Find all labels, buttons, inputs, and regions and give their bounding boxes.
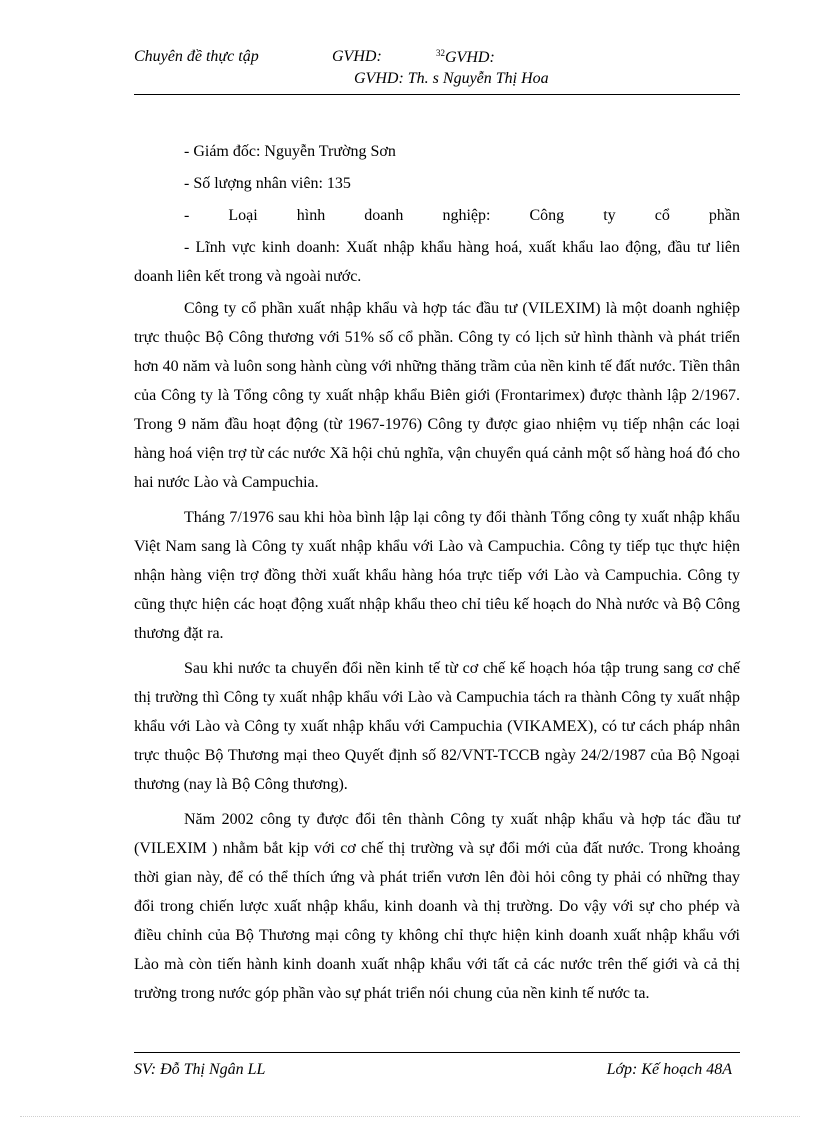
header-gvhd-label-2 [436, 48, 495, 67]
business-type-line: - Loại hình doanh nghiệp: Công ty cổ phần [184, 207, 740, 224]
header-subject: Chuyên đề thực tập [134, 48, 259, 65]
page-footer [134, 1052, 740, 1078]
document-body [134, 137, 740, 1014]
director-line: - Giám đốc: Nguyễn Trường Sơn [184, 143, 396, 160]
footer-class: Lớp: Kế hoạch 48A [606, 1061, 732, 1078]
footer-student: SV: Đỗ Thị Ngân LL [134, 1061, 266, 1078]
paragraph-3: Sau khi nước ta chuyển đổi nền kinh tế từ cơ chế kế hoạch hóa tập trung sang cơ chế thị trường thì Công ty xuất nhập khẩu với Lào và Campuchia tách ra thành Công ty xuất nhập khẩu với Lào và Công ty xuất nhập khẩu với Campuchia (VIKAMEX), có tư cách pháp nhân trực thuộc Bộ Thương mại theo Quyết định số 82/VNT-TCCB ngày 24/2/1987 của Bộ Ngoại thương (nay là Bộ Công thương). [134, 660, 740, 793]
page-number: 32 [436, 48, 445, 58]
header-supervisor: GVHD: Th. s Nguyễn Thị Hoa [354, 70, 549, 87]
page-header [134, 46, 740, 95]
business-field-line: - Lĩnh vực kinh doanh: Xuất nhập khẩu hàng hoá, xuất khẩu lao động, đầu tư liên doanh liên kết trong và ngoài nước. [134, 239, 740, 285]
paragraph-2: Tháng 7/1976 sau khi hòa bình lập lại công ty đổi thành Tổng công ty xuất nhập khẩu Việt Nam sang là Công ty xuất nhập khẩu với Lào và Campuchia. Công ty tiếp tục thực hiện nhận hàng viện trợ đồng thời xuất khẩu hàng hóa trực tiếp với Lào và Campuchia. Công ty cũng thực hiện các hoạt động xuất nhập khẩu theo chỉ tiêu kế hoạch do Nhà nước và Bộ Công thương đặt ra. [134, 509, 740, 642]
header-gvhd-label: GVHD: [332, 48, 382, 65]
header-gvhd-text: GVHD: [445, 49, 495, 66]
page-bottom-divider [20, 1116, 800, 1117]
staff-count-line: - Số lượng nhân viên: 135 [184, 175, 351, 192]
paragraph-1: Công ty cổ phần xuất nhập khẩu và hợp tác đầu tư (VILEXIM) là một doanh nghiệp trực thuộc Bộ Công thương với 51% số cổ phần. Công ty có lịch sử hình thành và phát triển hơn 40 năm và luôn song hành cùng với những thăng trầm của nền kinh tế đất nước. Tiền thân của Công ty là Tổng công ty xuất nhập khẩu Biên giới (Frontarimex) được thành lập 2/1967. Trong 9 năm đầu hoạt động (từ 1967-1976) Công ty được giao nhiệm vụ tiếp nhận các loại hàng hoá viện trợ từ các nước Xã hội chủ nghĩa, vận chuyển quá cảnh một số hàng hoá đó cho hai nước Lào và Campuchia. [134, 300, 740, 491]
paragraph-4: Năm 2002 công ty được đổi tên thành Công ty xuất nhập khẩu và hợp tác đầu tư (VILEXIM ) nhằm bắt kịp với cơ chế thị trường và sự đổi mới của đất nước. Trong khoảng thời gian này, để có thể thích ứng và phát triển vươn lên đòi hỏi công ty phải có những thay đổi trong chiến lược xuất nhập khẩu, kinh doanh và thị trường. Do vậy với sự cho phép và điều chỉnh của Bộ Thương mại công ty không chỉ thực hiện kinh doanh xuất nhập khẩu với Lào mà còn tiến hành kinh doanh xuất nhập khẩu với tất cả các nước trên thế giới và cả thị trường trong nước góp phần vào sự phát triển nói chung của nền kinh tế nước ta. [134, 811, 740, 1002]
